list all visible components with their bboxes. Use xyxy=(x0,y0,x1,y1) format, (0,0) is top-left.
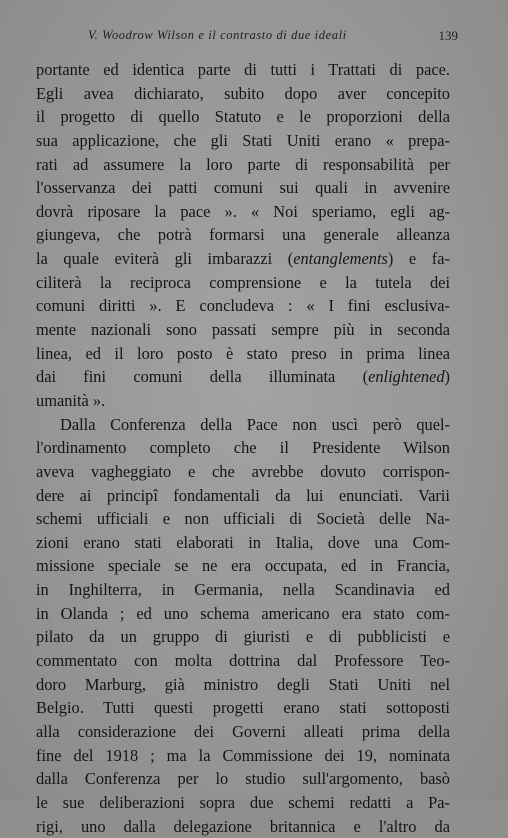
text-line xyxy=(36,365,450,389)
text-line: il progetto di quello Statuto e le proporzioni della xyxy=(36,105,450,129)
text-line: fine del 1918 ; ma la Commissione dei 19, nominata xyxy=(36,744,450,768)
text-line: sua applicazione, che gli Stati Uniti erano « prepa- xyxy=(36,129,450,153)
text-line: giungeva, che potrà formarsi una generale alleanza xyxy=(36,223,450,247)
text-line: zioni erano stati elaborati in Italia, dove una Com- xyxy=(36,531,450,555)
italic-term: entanglements xyxy=(293,249,388,268)
text-line: aveva vagheggiato e che avrebbe dovuto corrispon- xyxy=(36,460,450,484)
text-line: dovrà riposare la pace ». « Noi speriamo, egli ag- xyxy=(36,200,450,224)
text-line: alla considerazione dei Governi alleati prima della xyxy=(36,720,450,744)
paragraph-1 xyxy=(36,58,450,413)
text-line: rati ad assumere la loro parte di responsabilità per xyxy=(36,153,450,177)
text-line: Dalla Conferenza della Pace non uscì però quel- xyxy=(36,413,450,437)
text-run: dai fini comuni della illuminata ( xyxy=(36,367,368,386)
text-line: mente nazionali sono passati sempre più in seconda xyxy=(36,318,450,342)
text-line: dalla Conferenza per lo studio sull'argomento, basò xyxy=(36,767,450,791)
text-run: ) xyxy=(445,367,450,386)
text-line: l'osservanza dei patti comuni sui quali in avvenire xyxy=(36,176,450,200)
text-line: pilato da un gruppo di giuristi e di pubblicisti e xyxy=(36,625,450,649)
text-line: in Inghilterra, in Germania, nella Scandinavia ed xyxy=(36,578,450,602)
text-line: schemi ufficiali e non ufficiali di Società delle Na- xyxy=(36,507,450,531)
text-run: ) e fa- xyxy=(388,249,450,268)
text-line: Belgio. Tutti questi progetti erano stati sottoposti xyxy=(36,696,450,720)
text-line: dere ai principî fondamentali da lui enunciati. Varii xyxy=(36,484,450,508)
text-line: linea, ed il loro posto è stato preso in prima linea xyxy=(36,342,450,366)
text-line: le sue deliberazioni sopra due schemi redatti a Pa- xyxy=(36,791,450,815)
text-line: Egli avea dichiarato, subito dopo aver concepito xyxy=(36,82,450,106)
text-line: ciliterà la reciproca comprensione e la tutela dei xyxy=(36,271,450,295)
text-line: umanità ». xyxy=(36,389,450,413)
text-line: rigi, uno dalla delegazione britannica e l'altro da xyxy=(36,815,450,838)
text-line xyxy=(36,247,450,271)
text-line: in Olanda ; ed uno schema americano era stato com- xyxy=(36,602,450,626)
text-line: doro Marburg, già ministro degli Stati Uniti nel xyxy=(36,673,450,697)
page-number: 139 xyxy=(439,28,459,44)
italic-term: enlightened xyxy=(368,367,444,386)
text-line: comuni diritti ». E concludeva : « I fini esclusiva- xyxy=(36,294,450,318)
text-line: commentato con molta dottrina dal Professore Teo- xyxy=(36,649,450,673)
text-line: l'ordinamento completo che il Presidente Wilson xyxy=(36,436,450,460)
running-head xyxy=(88,28,458,46)
body-text xyxy=(36,58,450,838)
text-run: la quale eviterà gli imbarazzi ( xyxy=(36,249,293,268)
text-line: missione speciale se ne era occupata, ed in Francia, xyxy=(36,554,450,578)
running-title: V. Woodrow Wilson e il contrasto di due ideali xyxy=(88,28,347,43)
paragraph-2 xyxy=(36,413,450,838)
text-line: portante ed identica parte di tutti i Trattati di pace. xyxy=(36,58,450,82)
